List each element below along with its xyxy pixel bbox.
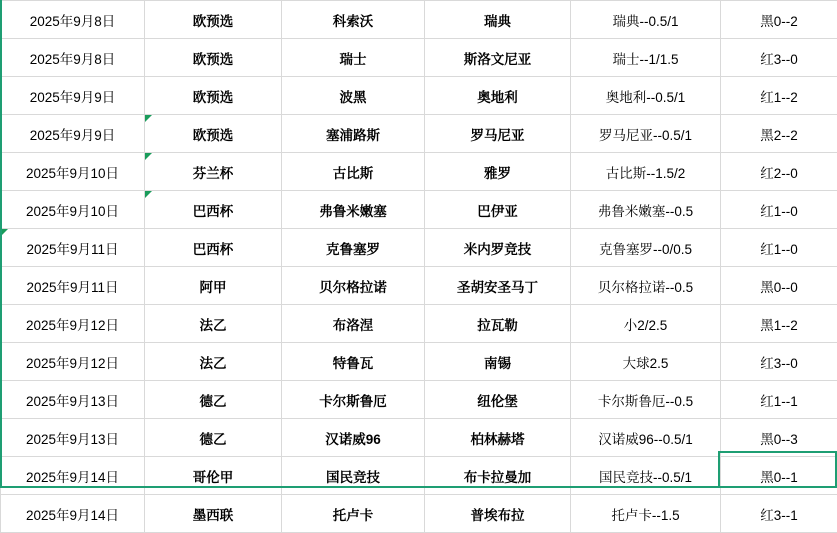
cell-away[interactable]: 雅罗 [425, 153, 571, 191]
cell-date[interactable]: 2025年9月10日 [1, 153, 145, 191]
cell-pick[interactable]: 卡尔斯鲁厄--0.5 [571, 381, 721, 419]
cell-date[interactable]: 2025年9月14日 [1, 495, 145, 533]
cell-pick[interactable]: 国民竞技--0.5/1 [571, 457, 721, 495]
cell-pick[interactable]: 瑞士--1/1.5 [571, 39, 721, 77]
table-row[interactable] [1, 419, 837, 457]
cell-league[interactable]: 法乙 [145, 305, 282, 343]
cell-league[interactable]: 欧预选 [145, 39, 282, 77]
cell-date[interactable]: 2025年9月12日 [1, 305, 145, 343]
table-row[interactable] [1, 495, 837, 533]
cell-pick[interactable]: 贝尔格拉诺--0.5 [571, 267, 721, 305]
cell-league[interactable]: 芬兰杯 [145, 153, 282, 191]
cell-away[interactable]: 罗马尼亚 [425, 115, 571, 153]
cell-home[interactable]: 塞浦路斯 [282, 115, 425, 153]
cell-league[interactable]: 法乙 [145, 343, 282, 381]
cell-away[interactable]: 纽伦堡 [425, 381, 571, 419]
cell-league[interactable]: 巴西杯 [145, 191, 282, 229]
cell-home[interactable]: 瑞士 [282, 39, 425, 77]
cell-result[interactable]: 红3--0 [721, 39, 837, 77]
table-row[interactable] [1, 77, 837, 115]
cell-result[interactable]: 黑1--2 [721, 305, 837, 343]
cell-league[interactable]: 德乙 [145, 419, 282, 457]
cell-date[interactable]: 2025年9月9日 [1, 77, 145, 115]
cell-away[interactable]: 柏林赫塔 [425, 419, 571, 457]
cell-away[interactable]: 斯洛文尼亚 [425, 39, 571, 77]
cell-pick[interactable]: 托卢卡--1.5 [571, 495, 721, 533]
cell-home[interactable]: 弗鲁米嫩塞 [282, 191, 425, 229]
table-row[interactable] [1, 39, 837, 77]
cell-date[interactable]: 2025年9月11日 [1, 267, 145, 305]
cell-result[interactable]: 红1--2 [721, 77, 837, 115]
cell-date[interactable]: 2025年9月8日 [1, 39, 145, 77]
table-row[interactable] [1, 229, 837, 267]
cell-pick[interactable]: 奥地利--0.5/1 [571, 77, 721, 115]
cell-home[interactable]: 克鲁塞罗 [282, 229, 425, 267]
cell-league[interactable]: 德乙 [145, 381, 282, 419]
cell-league[interactable]: 阿甲 [145, 267, 282, 305]
cell-pick[interactable]: 小2/2.5 [571, 305, 721, 343]
cell-league[interactable]: 欧预选 [145, 115, 282, 153]
cell-date[interactable]: 2025年9月13日 [1, 381, 145, 419]
table-body [1, 1, 837, 533]
cell-pick[interactable]: 古比斯--1.5/2 [571, 153, 721, 191]
cell-date[interactable]: 2025年9月9日 [1, 115, 145, 153]
cell-home[interactable]: 贝尔格拉诺 [282, 267, 425, 305]
cell-date[interactable]: 2025年9月12日 [1, 343, 145, 381]
cell-pick[interactable]: 罗马尼亚--0.5/1 [571, 115, 721, 153]
cell-result[interactable]: 黑0--1 [721, 457, 837, 495]
table-row[interactable] [1, 381, 837, 419]
cell-home[interactable]: 科索沃 [282, 1, 425, 39]
cell-home[interactable]: 汉诺威96 [282, 419, 425, 457]
cell-home[interactable]: 波黑 [282, 77, 425, 115]
cell-league[interactable]: 哥伦甲 [145, 457, 282, 495]
table-row[interactable] [1, 267, 837, 305]
cell-away[interactable]: 圣胡安圣马丁 [425, 267, 571, 305]
cell-result[interactable]: 红3--1 [721, 495, 837, 533]
table-row[interactable] [1, 115, 837, 153]
cell-away[interactable]: 布卡拉曼加 [425, 457, 571, 495]
cell-league[interactable]: 欧预选 [145, 1, 282, 39]
cell-date[interactable]: 2025年9月14日 [1, 457, 145, 495]
table-row[interactable] [1, 153, 837, 191]
cell-pick[interactable]: 弗鲁米嫩塞--0.5 [571, 191, 721, 229]
cell-home[interactable]: 古比斯 [282, 153, 425, 191]
cell-result[interactable]: 红3--0 [721, 343, 837, 381]
cell-result[interactable]: 黑2--2 [721, 115, 837, 153]
cell-league[interactable]: 欧预选 [145, 77, 282, 115]
table-row[interactable] [1, 1, 837, 39]
cell-pick[interactable]: 大球2.5 [571, 343, 721, 381]
cell-result[interactable]: 黑0--3 [721, 419, 837, 457]
cell-result[interactable]: 红1--0 [721, 229, 837, 267]
cell-home[interactable]: 特鲁瓦 [282, 343, 425, 381]
cell-home[interactable]: 布洛涅 [282, 305, 425, 343]
cell-home[interactable]: 托卢卡 [282, 495, 425, 533]
cell-pick[interactable]: 瑞典--0.5/1 [571, 1, 721, 39]
cell-result[interactable]: 黑0--2 [721, 1, 837, 39]
cell-result[interactable]: 黑0--0 [721, 267, 837, 305]
cell-away[interactable]: 普埃布拉 [425, 495, 571, 533]
cell-date[interactable]: 2025年9月11日 [1, 229, 145, 267]
cell-away[interactable]: 瑞典 [425, 1, 571, 39]
table-row[interactable] [1, 191, 837, 229]
cell-result[interactable]: 红2--0 [721, 153, 837, 191]
cell-league[interactable]: 墨西联 [145, 495, 282, 533]
cell-away[interactable]: 南锡 [425, 343, 571, 381]
table-row[interactable] [1, 343, 837, 381]
cell-away[interactable]: 奥地利 [425, 77, 571, 115]
cell-league[interactable]: 巴西杯 [145, 229, 282, 267]
cell-away[interactable]: 米内罗竞技 [425, 229, 571, 267]
cell-pick[interactable]: 克鲁塞罗--0/0.5 [571, 229, 721, 267]
cell-home[interactable]: 国民竞技 [282, 457, 425, 495]
table-row[interactable] [1, 305, 837, 343]
cell-pick[interactable]: 汉诺威96--0.5/1 [571, 419, 721, 457]
cell-away[interactable]: 巴伊亚 [425, 191, 571, 229]
cell-date[interactable]: 2025年9月13日 [1, 419, 145, 457]
cell-away[interactable]: 拉瓦勒 [425, 305, 571, 343]
table-row[interactable] [1, 457, 837, 495]
cell-home[interactable]: 卡尔斯鲁厄 [282, 381, 425, 419]
cell-result[interactable]: 红1--1 [721, 381, 837, 419]
cell-result[interactable]: 红1--0 [721, 191, 837, 229]
cell-date[interactable]: 2025年9月10日 [1, 191, 145, 229]
cell-date[interactable]: 2025年9月8日 [1, 1, 145, 39]
